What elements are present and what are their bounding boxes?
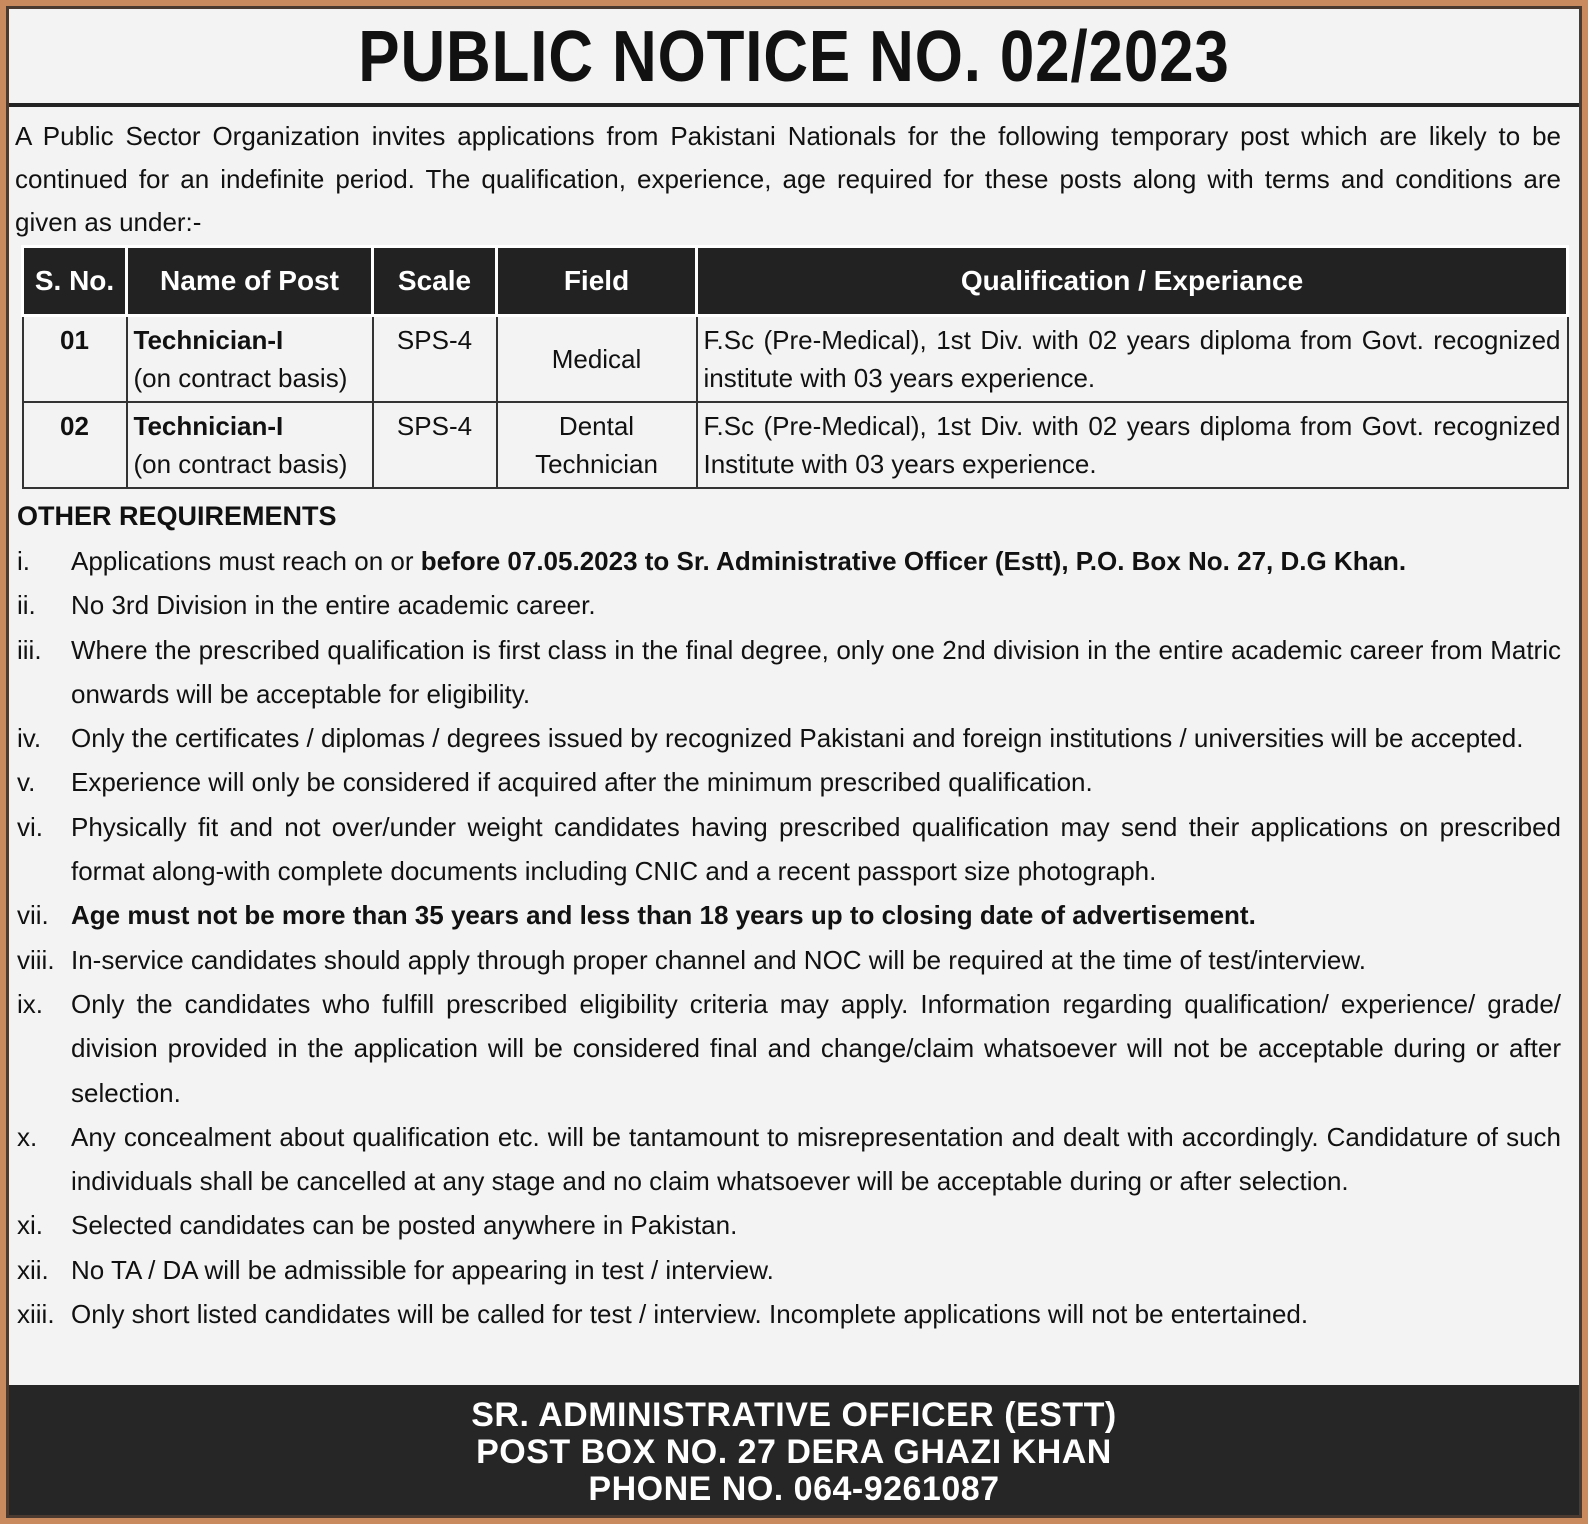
row-sno: 01	[23, 316, 127, 403]
table-row	[23, 402, 1568, 488]
list-item	[17, 982, 1561, 1115]
item-number: v.	[17, 767, 36, 798]
requirements-list	[17, 539, 1561, 1336]
item-text: In-service candidates should apply through proper channel and NOC will be required at the time of test/interview.	[71, 944, 1366, 975]
list-item	[17, 628, 1561, 717]
list-item	[17, 938, 1561, 982]
footer-officer: SR. ADMINISTRATIVE OFFICER (ESTT)	[471, 1396, 1117, 1434]
other-requirements-heading: OTHER REQUIREMENTS	[17, 501, 337, 531]
table-row	[23, 316, 1568, 403]
item-text: No TA / DA will be admissible for appearing in test / interview.	[71, 1254, 774, 1285]
notice-title: PUBLIC NOTICE NO. 02/2023	[358, 17, 1230, 97]
item-number: vi.	[17, 811, 43, 842]
item-number: ii.	[17, 590, 36, 621]
post-name: Technician-I	[133, 411, 284, 441]
notice-page	[6, 6, 1582, 1518]
title-divider	[9, 103, 1579, 107]
footer-address: POST BOX NO. 27 DERA GHAZI KHAN	[476, 1433, 1112, 1471]
header-field: Field	[497, 247, 697, 316]
row-sno: 02	[23, 402, 127, 488]
header-post: Name of Post	[127, 247, 373, 316]
contact-footer	[9, 1385, 1579, 1515]
item-text: Age must not be more than 35 years and less than 18 years up to closing date of advertisement.	[71, 900, 1256, 931]
item-text: Only the candidates who fulfill prescribed eligibility criteria may apply. Information regarding qualification/ experience/ grade/ division provided in the application will be considered final and change/claim whatsoever will not be acceptable during or after selection.	[71, 988, 1561, 1108]
header-sno: S. No.	[23, 247, 127, 316]
item-number: iv.	[17, 723, 42, 754]
item-text: Any concealment about qualification etc. will be tantamount to misrepresentation and dealt with accordingly. Candidature of such individuals shall be cancelled at any stage and no claim whatsoever will be acceptable during or after selection.	[71, 1121, 1561, 1197]
item-text: No 3rd Division in the entire academic career.	[71, 590, 596, 621]
item-number: x.	[17, 1121, 38, 1152]
list-item	[17, 716, 1561, 760]
list-item	[17, 1292, 1561, 1336]
row-scale: SPS-4	[373, 316, 497, 403]
header-qualification: Qualification / Experiance	[697, 247, 1568, 316]
item-text: Experience will only be considered if acquired after the minimum prescribed qualification.	[71, 767, 1093, 798]
item-number: xii.	[17, 1254, 49, 1285]
list-item	[17, 1115, 1561, 1204]
row-field: Dental Technician	[497, 402, 697, 488]
post-note: (on contract basis)	[133, 449, 348, 479]
header-scale: Scale	[373, 247, 497, 316]
post-name: Technician-I	[133, 325, 284, 355]
item-text: Physically fit and not over/under weight candidates having prescribed qualification may send their applications on prescribed format along-with complete documents including CNIC and a recent passport size photograph.	[71, 811, 1561, 887]
item-number: i.	[17, 546, 30, 576]
item-text: Only the certificates / diplomas / degrees issued by recognized Pakistani and foreign institutions / universities will be accepted.	[71, 723, 1524, 754]
list-item	[17, 539, 1561, 583]
row-post	[127, 316, 373, 403]
row-field: Medical	[497, 316, 697, 403]
row-post	[127, 402, 373, 488]
item-text: Selected candidates can be posted anywhere in Pakistan.	[71, 1210, 738, 1241]
intro-paragraph: A Public Sector Organization invites applications from Pakistani Nationals for the following temporary post which are likely to be continued for an indefinite period. The qualification, experience, age required for these posts along with terms and conditions are given as under:-	[15, 121, 1561, 237]
list-item	[17, 893, 1561, 937]
item-text-bold: before 07.05.2023 to Sr. Administrative Officer (Estt), P.O. Box No. 27, D.G Khan.	[420, 546, 1407, 576]
list-item	[17, 1248, 1561, 1292]
item-number: xiii.	[17, 1299, 55, 1330]
footer-phone: PHONE NO. 064-9261087	[588, 1470, 1000, 1508]
item-number: iii.	[17, 634, 42, 665]
item-text: Where the prescribed qualification is first class in the final degree, only one 2nd division in the entire academic career from Matric onwards will be acceptable for eligibility.	[71, 634, 1561, 709]
row-scale: SPS-4	[373, 402, 497, 488]
item-text	[71, 539, 1561, 583]
item-number: viii.	[17, 944, 55, 975]
row-qualification: F.Sc (Pre-Medical), 1st Div. with 02 years diploma from Govt. recognized Institute with 03 years experience.	[697, 402, 1568, 488]
post-note: (on contract basis)	[133, 363, 348, 393]
row-qualification: F.Sc (Pre-Medical), 1st Div. with 02 years diploma from Govt. recognized institute with 03 years experience.	[697, 316, 1568, 403]
table-header-row	[23, 247, 1568, 316]
posts-table	[21, 245, 1569, 489]
item-number: xi.	[17, 1210, 43, 1241]
list-item	[17, 583, 1561, 627]
item-number: vii.	[17, 900, 49, 931]
item-text: Only short listed candidates will be called for test / interview. Incomplete applications will not be entertained.	[71, 1299, 1309, 1330]
list-item	[17, 805, 1561, 894]
list-item	[17, 760, 1561, 804]
list-item	[17, 1203, 1561, 1247]
item-text-plain: Applications must reach on or	[71, 546, 421, 576]
item-number: ix.	[17, 988, 43, 1019]
